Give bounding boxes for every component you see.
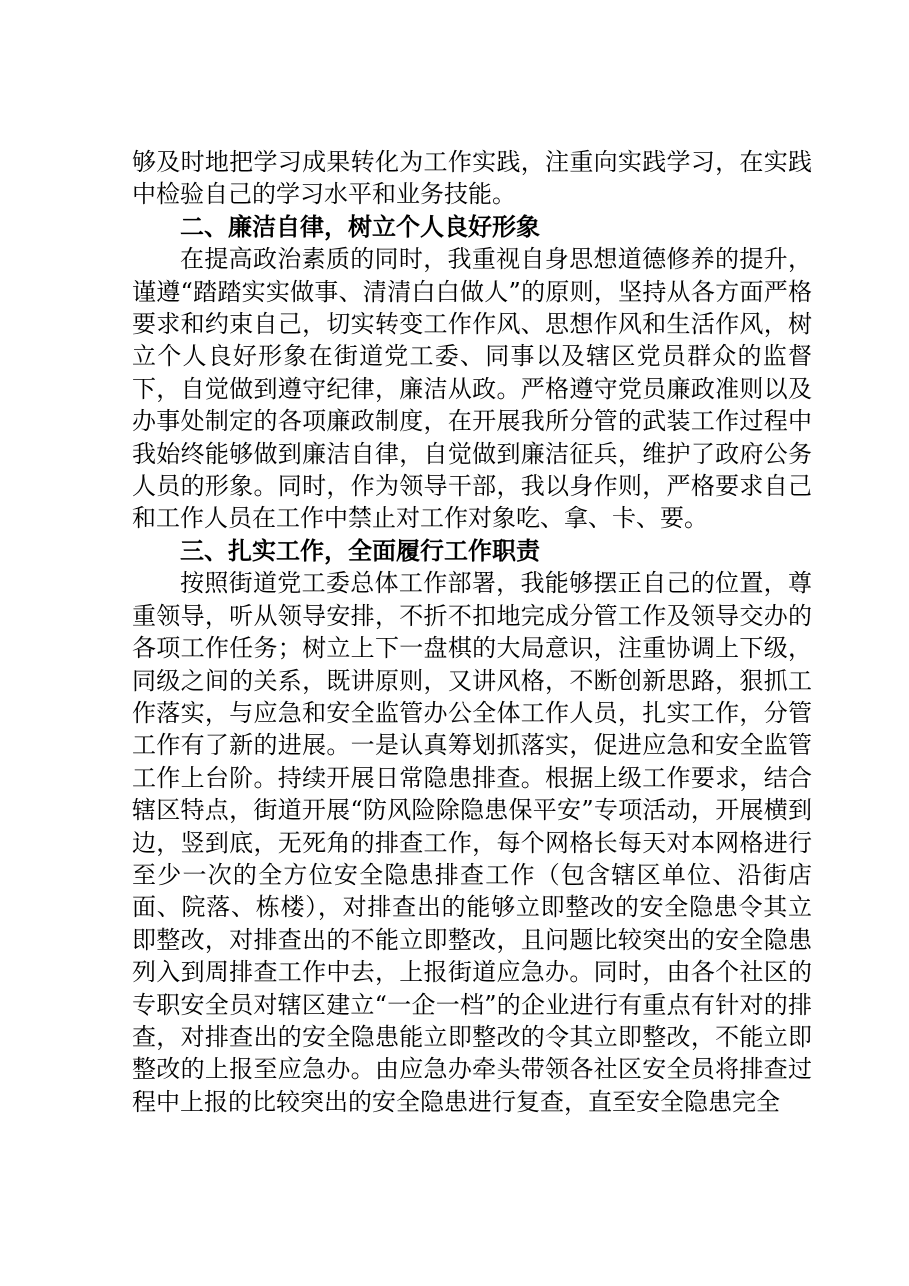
section-heading-2: 二、廉洁自律，树立个人良好形象	[180, 212, 540, 241]
paragraph-integrity: 在提高政治素质的同时，我重视自身思想道德修养的提升，谨遵“踏踏实实做事、清清白白做人”的原则，坚持从各方面严格要求和约束自己，切实转变工作作风、思想作风和生活作风，树立个人良好形象在街道党工委、同事以及辖区党员群众的监督下，自觉做到遵守纪律，廉洁从政。严格遵守党员廉政准则以及办事处制定的各项廉政制度，在开展我所分管的武装工作过程中我始终能够做到廉洁自律，自觉做到廉洁征兵，维护了政府公务人员的形象。同时，作为领导干部，我以身作则，严格要求自己和工作人员在工作中禁止对工作对象吃、拿、卡、要。	[132, 245, 812, 533]
section-heading-3: 三、扎实工作，全面履行工作职责	[180, 536, 540, 565]
paragraph-duties: 按照街道党工委总体工作部署，我能够摆正自己的位置，尊重领导，听从领导安排，不折不扣地完成分管工作及领导交办的各项工作任务；树立上下一盘棋的大局意识，注重协调上下级，同级之间的关系，既讲原则，又讲风格，不断创新思路，狠抓工作落实，与应急和安全监管办公全体工作人员，扎实工作，分管工作有了新的进展。一是认真筹划抓落实，促进应急和安全监管工作上台阶。持续开展日常隐患排查。根据上级工作要求，结合辖区特点，街道开展“防风险除隐患保平安”专项活动，开展横到边，竖到底，无死角的排查工作，每个网格长每天对本网格进行至少一次的全方位安全隐患排查工作（包含辖区单位、沿街店面、院落、栋楼），对排查出的能够立即整改的安全隐患令其立即整改，对排查出的不能立即整改，且问题比较突出的安全隐患列入到周排查工作中去，上报街道应急办。同时，由各个社区的专职安全员对辖区建立“一企一档”的企业进行有重点有针对的排查，对排查出的安全隐患能立即整改的令其立即整改，不能立即整改的上报至应急办。由应急办牵头带领各社区安全员将排查过程中上报的比较突出的安全隐患进行复查，直至安全隐患完全	[132, 569, 812, 1116]
document-body	[132, 146, 812, 1118]
paragraph-continuation: 够及时地把学习成果转化为工作实践，注重向实践学习，在实践中检验自己的学习水平和业务技能。	[132, 148, 812, 209]
